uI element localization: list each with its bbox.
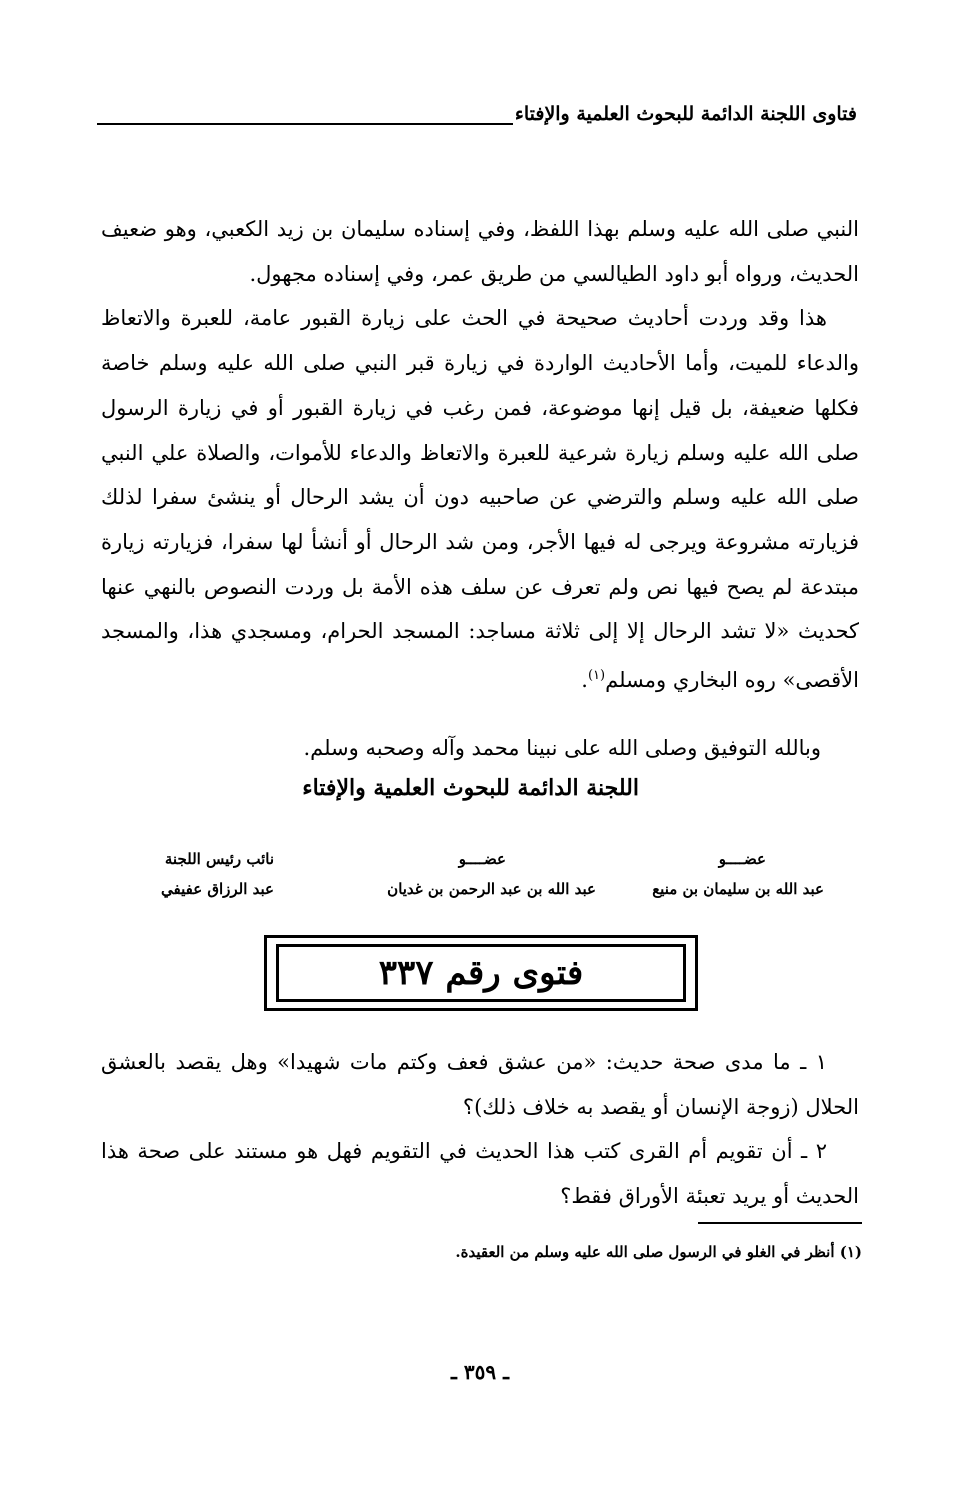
question-1: ١ ـ ما مدى صحة حديث: «من عشق فعف وكتم مات شهيدا» وهل يقصد بالعشق الحلال (زوجة الإنسان أو يقصد به خلاف ذلك)؟	[101, 1050, 859, 1119]
running-header	[97, 94, 857, 134]
questions	[101, 1040, 859, 1218]
question-2: ٢ ـ أن تقويم أم القرى كتب هذا الحديث في التقويم فهل هو مستند على صحة هذا الحديث أو يريد تعبئة الأوراق فقط؟	[101, 1139, 859, 1208]
closing-block	[101, 728, 859, 808]
fatwa-title: فتوى رقم ٣٣٧	[276, 944, 686, 1002]
closing-line: وبالله التوفيق وصلى الله على نبينا محمد وآله وصحبه وسلم.	[303, 736, 821, 760]
signature-name: عبد الرزاق عفيفي	[160, 880, 274, 898]
signature-name: عبد الله بن عبد الرحمن بن غديان	[387, 880, 596, 898]
committee-name: اللجنة الدائمة للبحوث العلمية والإفتاء	[302, 775, 639, 801]
page-number: ـ ٣٥٩ ـ	[451, 1360, 509, 1384]
paragraph-2-text: هذا وقد وردت أحاديث صحيحة في الحث على زيارة القبور عامة، للعبرة والاتعاظ والدعاء للميت، وأما الأحاديث الواردة في زيارة قبر النبي صلى الله عليه وسلم خاصة فكلها ضعيفة، بل قيل إنها موضوعة، فمن رغب في زيارة القبور أو في زيارة الرسول صلى الله عليه وسلم زيارة شرعية للعبرة والاتعاظ والدعاء للأموات، والصلاة علي النبي صلى الله عليه وسلم والترضي عن صاحبيه دون أن يشد الرحال أو ينشئ سفرا لذلك فزيارته مشروعة ويرجى له فيها الأجر، ومن شد الرحال أو أنشأ لها سفرا، فزيارته زيارة مبتدعة لم يصح فيها نص ولم تعرف عن سلف هذه الأمة بل وردت النصوص بالنهي عنها كحديث «لا تشد الرحال إلا إلى ثلاثة مساجد: المسجد الحرام، ومسجدي هذا، والمسجد الأقصى» روه البخاري ومسلم	[101, 306, 859, 693]
running-header-title: فتاوى اللجنة الدائمة للبحوث العلمية والإفتاء	[514, 103, 857, 125]
signature-member-1	[652, 844, 824, 904]
signature-name: عبد الله بن سليمان بن منيع	[652, 880, 824, 898]
signature-role: نائب رئيس اللجنة	[164, 850, 274, 868]
paragraph-2-end: .	[581, 668, 588, 693]
paragraph-1: النبي صلى الله عليه وسلم بهذا اللفظ، وفي إسناده سليمان بن زيد الكعبي، وهو ضعيف الحديث، ورواه أبو داود الطيالسي من طريق عمر، وفي إسناده مجهول.	[101, 217, 859, 286]
header-rule	[97, 123, 513, 125]
signature-role: عضــــو	[718, 850, 766, 868]
fatwa-title-box	[264, 935, 698, 1011]
footnote-reference: (١)	[587, 668, 606, 684]
paragraph-2	[101, 296, 859, 702]
body-text	[101, 207, 859, 703]
footnote-rule	[698, 1222, 862, 1224]
footnote: (١) أنظر في الغلو في الرسول صلى الله عليه وسلم من العقيدة.	[455, 1243, 862, 1261]
signature-deputy-chair	[161, 844, 274, 904]
signature-role: عضــــو	[458, 850, 506, 868]
signatures	[124, 844, 824, 914]
signature-member-2	[387, 844, 596, 904]
